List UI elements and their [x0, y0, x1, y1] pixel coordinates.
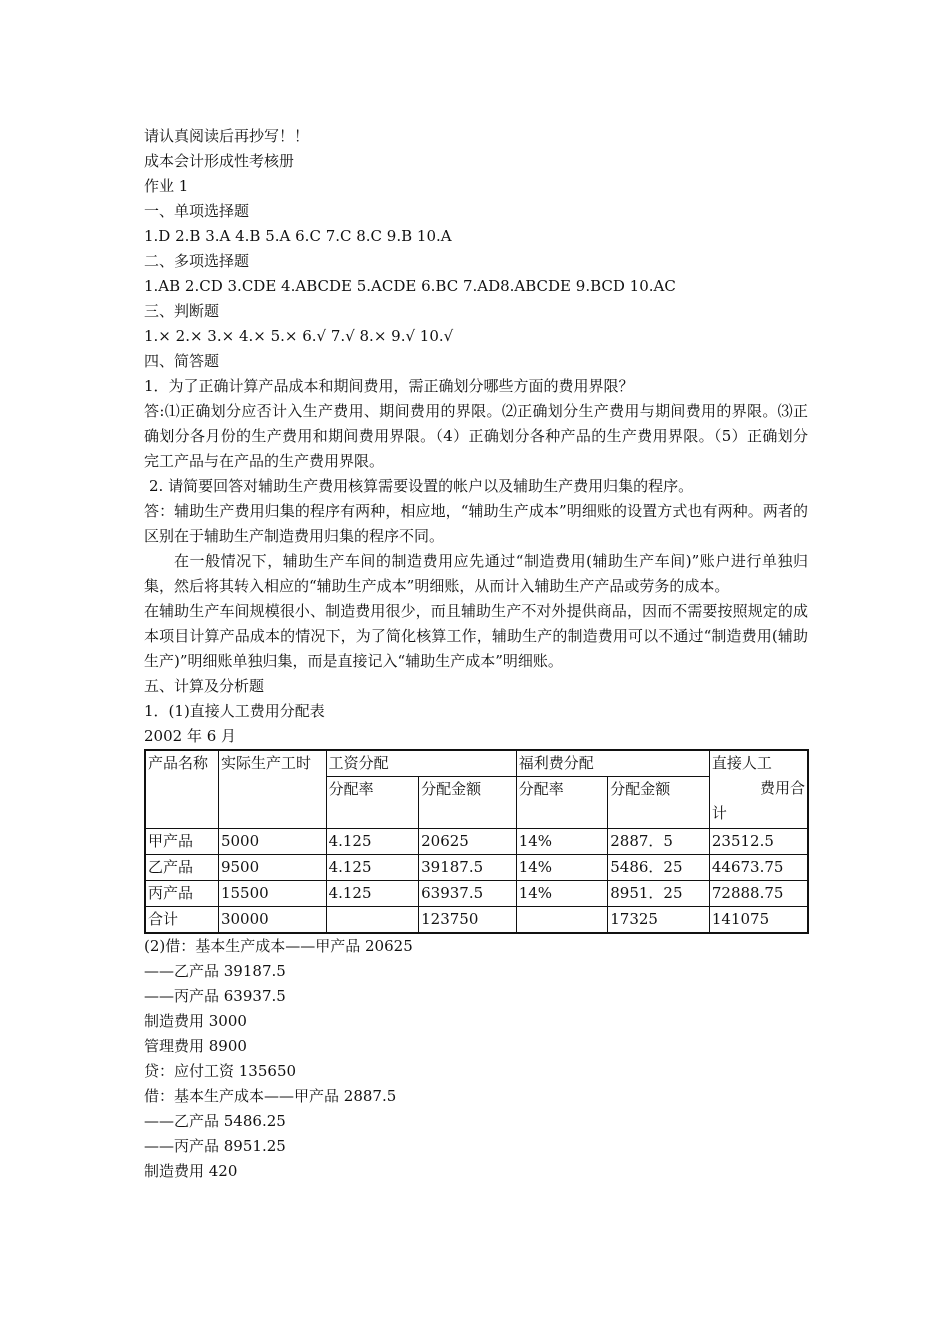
table-cell: 4.125 — [326, 829, 419, 855]
journal-entry-line: 贷：应付工资 135650 — [144, 1062, 297, 1080]
table-cell: 4.125 — [326, 881, 419, 907]
section-heading: 三、判断题 — [144, 302, 220, 320]
answer-paragraph: 答：辅助生产费用归集的程序有两种，相应地，“辅助生产成本”明细账的设置方式也有两种。两者的区别在于辅助生产制造费用归集的程序不同。 — [144, 502, 808, 545]
table-cell: 8951．25 — [608, 881, 710, 907]
journal-entry-line: ——乙产品 5486.25 — [144, 1112, 286, 1130]
assignment-heading: 作业 1 — [144, 177, 189, 195]
table-cell: 20625 — [419, 829, 517, 855]
table-cell: 丙产品 — [145, 881, 218, 907]
table-cell: 141075 — [709, 907, 808, 934]
table-header-row — [145, 750, 808, 777]
journal-entry-line: ——丙产品 8951.25 — [144, 1137, 286, 1155]
journal-entry-line: 制造费用 420 — [144, 1162, 238, 1180]
table-cell: 72888.75 — [709, 881, 808, 907]
header-cell: 分配率 — [326, 777, 419, 829]
header-cell — [709, 750, 808, 829]
table-cell: 23512.5 — [709, 829, 808, 855]
table-cell: 14% — [516, 881, 608, 907]
header-cell: 分配率 — [516, 777, 608, 829]
answer-paragraph: 在一般情况下，辅助生产车间的制造费用应先通过“制造费用(辅助生产车间)”账户进行单独归集，然后将其转入相应的“辅助生产成本”明细账，从而计入辅助生产产品或劳务的成本。 — [144, 552, 808, 595]
table-date: 2002 年 6 月 — [144, 727, 237, 745]
table-title: 1．(1)直接人工费用分配表 — [144, 702, 325, 720]
journal-entry-line: 制造费用 3000 — [144, 1012, 247, 1030]
table-cell: 17325 — [608, 907, 710, 934]
table-cell: 14% — [516, 829, 608, 855]
table-cell: 5486．25 — [608, 855, 710, 881]
table-cell: 2887．5 — [608, 829, 710, 855]
table-row — [145, 829, 808, 855]
header-cell: 产品名称 — [145, 750, 218, 829]
table-cell: 合计 — [145, 907, 218, 934]
table-cell: 14% — [516, 855, 608, 881]
section-heading: 二、多项选择题 — [144, 252, 250, 270]
answer-line: 1.D 2.B 3.A 4.B 5.A 6.C 7.C 8.C 9.B 10.A — [144, 227, 452, 245]
table-cell — [326, 907, 419, 934]
table-row — [145, 881, 808, 907]
header-text: 费用合 — [759, 779, 805, 797]
labor-cost-allocation-table — [144, 749, 809, 934]
table-cell: 9500 — [218, 855, 326, 881]
journal-entry-line: 管理费用 8900 — [144, 1037, 247, 1055]
table-cell: 5000 — [218, 829, 326, 855]
table-cell: 甲产品 — [145, 829, 218, 855]
table-cell: 30000 — [218, 907, 326, 934]
section-heading: 五、计算及分析题 — [144, 677, 265, 695]
table-cell: 4.125 — [326, 855, 419, 881]
journal-entry-line: ——丙产品 63937.5 — [144, 987, 286, 1005]
table-total-row — [145, 907, 808, 934]
table-cell: 63937.5 — [419, 881, 517, 907]
table-cell: 44673.75 — [709, 855, 808, 881]
table-cell: 15500 — [218, 881, 326, 907]
journal-entry-line: 借：基本生产成本——甲产品 2887.5 — [144, 1087, 397, 1105]
journal-entry-line: (2)借：基本生产成本——甲产品 20625 — [144, 937, 413, 955]
document-page — [144, 124, 808, 1184]
answer-line: 1.× 2.× 3.× 4.× 5.× 6.√ 7.√ 8.× 9.√ 10.√ — [144, 327, 454, 345]
header-cell: 分配金额 — [608, 777, 710, 829]
answer-paragraph: 在辅助生产车间规模很小、制造费用很少，而且辅助生产不对外提供商品，因而不需要按照规定的成本项目计算产品成本的情况下，为了简化核算工作，辅助生产的制造费用可以不通过“制造费用(辅助生产)”明细账单独归集，而是直接记入“辅助生产成本”明细账。 — [144, 602, 808, 670]
table-cell: 123750 — [419, 907, 517, 934]
text-line: 请认真阅读后再抄写！！ — [144, 127, 310, 145]
header-cell: 分配金额 — [419, 777, 517, 829]
header-text: 计 — [711, 804, 727, 822]
section-heading: 一、单项选择题 — [144, 202, 250, 220]
table-cell — [516, 907, 608, 934]
table-cell: 39187.5 — [419, 855, 517, 881]
header-cell: 工资分配 — [326, 750, 516, 777]
header-cell: 福利费分配 — [516, 750, 709, 777]
header-cell: 实际生产工时 — [218, 750, 326, 829]
section-heading: 四、简答题 — [144, 352, 220, 370]
document-title: 成本会计形成性考核册 — [144, 152, 295, 170]
journal-entry-line: ——乙产品 39187.5 — [144, 962, 286, 980]
answer-paragraph: 答:⑴正确划分应否计入生产费用、期间费用的界限。⑵正确划分生产费用与期间费用的界限。⑶正确划分各月份的生产费用和期间费用界限。（4）正确划分各种产品的生产费用界限。（5）正确划分完工产品与在产品的生产费用界限。 — [144, 402, 808, 470]
table-cell: 乙产品 — [145, 855, 218, 881]
table-row — [145, 855, 808, 881]
header-text: 直接人工 — [711, 754, 772, 772]
answer-line: 1.AB 2.CD 3.CDE 4.ABCDE 5.ACDE 6.BC 7.AD8.ABCDE 9.BCD 10.AC — [144, 277, 676, 295]
question-line: 1．为了正确计算产品成本和期间费用，需正确划分哪些方面的费用界限？ — [144, 377, 634, 395]
question-line: 2. 请简要回答对辅助生产费用核算需要设置的帐户以及辅助生产费用归集的程序。 — [149, 477, 694, 495]
